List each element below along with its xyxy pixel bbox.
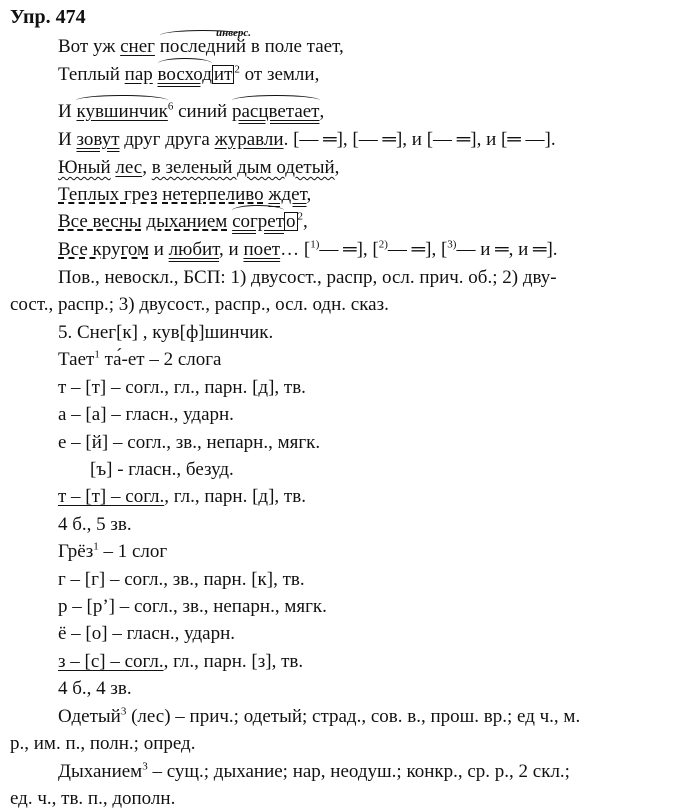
analysis-line: Тает$^1$ та́-ет – 2 слога — [58, 348, 222, 370]
poem-line-7: Все весны дыханием согрет о $^2$, — [58, 210, 308, 232]
analysis-line: т – [т] – согл., гл., парн. [д], тв. — [58, 486, 306, 507]
analysis-line: Одетый$^3$ (лес) – прич.; одетый; страд., сов. в., прош. вр.; ед ч., м. — [58, 705, 581, 727]
analysis-line: Пов., невоскл., БСП: 1) двусост., распр, осл. прич. об.; 2) дву- — [58, 267, 557, 288]
inversion-label: инверс. — [216, 27, 252, 39]
inversion-arc: последний — [159, 36, 247, 57]
ending-box: ит — [213, 64, 233, 85]
poem-line-1: Вот уж снег последний в поле тает, — [58, 36, 344, 57]
analysis-line: [ъ] - гласн., безуд. — [90, 459, 234, 480]
analysis-line: г – [г] – согл., зв., парн. [к], тв. — [58, 569, 305, 590]
analysis-line: з – [с] – согл., гл., парн. [з], тв. — [58, 651, 304, 672]
analysis-line: 4 б., 5 зв. — [58, 514, 132, 535]
poem-line-5: Юный лес, в зеленый дым одетый, — [58, 157, 340, 178]
analysis-line: Грёз$^1$ – 1 слог — [58, 540, 168, 562]
root-mark: восход — [157, 64, 212, 85]
subject: снег — [120, 36, 155, 57]
poem-line-2: Теплый пар восход ит $^2$ от земли, — [58, 63, 320, 85]
analysis-line: ед. ч., тв. п., дополн. — [10, 788, 176, 809]
analysis-line: Дыханием$^3$ – сущ.; дыхание; нар, неодуш.; конкр., ср. р., 2 скл.; — [58, 760, 570, 782]
poem-line-4: И зовут друг друга журавли. [— ═], [— ═], и [— ═], и [═ —]. — [58, 129, 556, 150]
analysis-line: ё – [о] – гласн., ударн. — [58, 623, 236, 644]
analysis-line: 4 б., 4 зв. — [58, 678, 132, 699]
poem-line-8: Все кругом и любит, и поет… [$^{1)}$— ═], [$^{2)}$— ═], [$^{3)}$— и ═, и ═]. — [58, 238, 558, 260]
analysis-line: т – [т] – согл., гл., парн. [д], тв. — [58, 377, 306, 398]
analysis-line: р – [р’] – согл., зв., непарн., мягк. — [58, 596, 327, 617]
page-title: Упр. 474 — [10, 6, 86, 28]
poem-line-6: Теплых грез нетерпеливо ждет, — [58, 184, 312, 205]
analysis-line: сост., распр.; 3) двусост., распр., осл. одн. сказ. — [10, 294, 389, 315]
analysis-line: а – [а] – гласн., ударн. — [58, 404, 234, 425]
analysis-line: е – [й] – согл., зв., непарн., мягк. — [58, 432, 321, 453]
analysis-line: 5. Снег[к] , кув[ф]шинчик. — [58, 322, 274, 343]
analysis-line: р., им. п., полн.; опред. — [10, 733, 196, 754]
poem-line-3: И кувшинчик$^6$ синий расцветает, — [58, 100, 325, 122]
